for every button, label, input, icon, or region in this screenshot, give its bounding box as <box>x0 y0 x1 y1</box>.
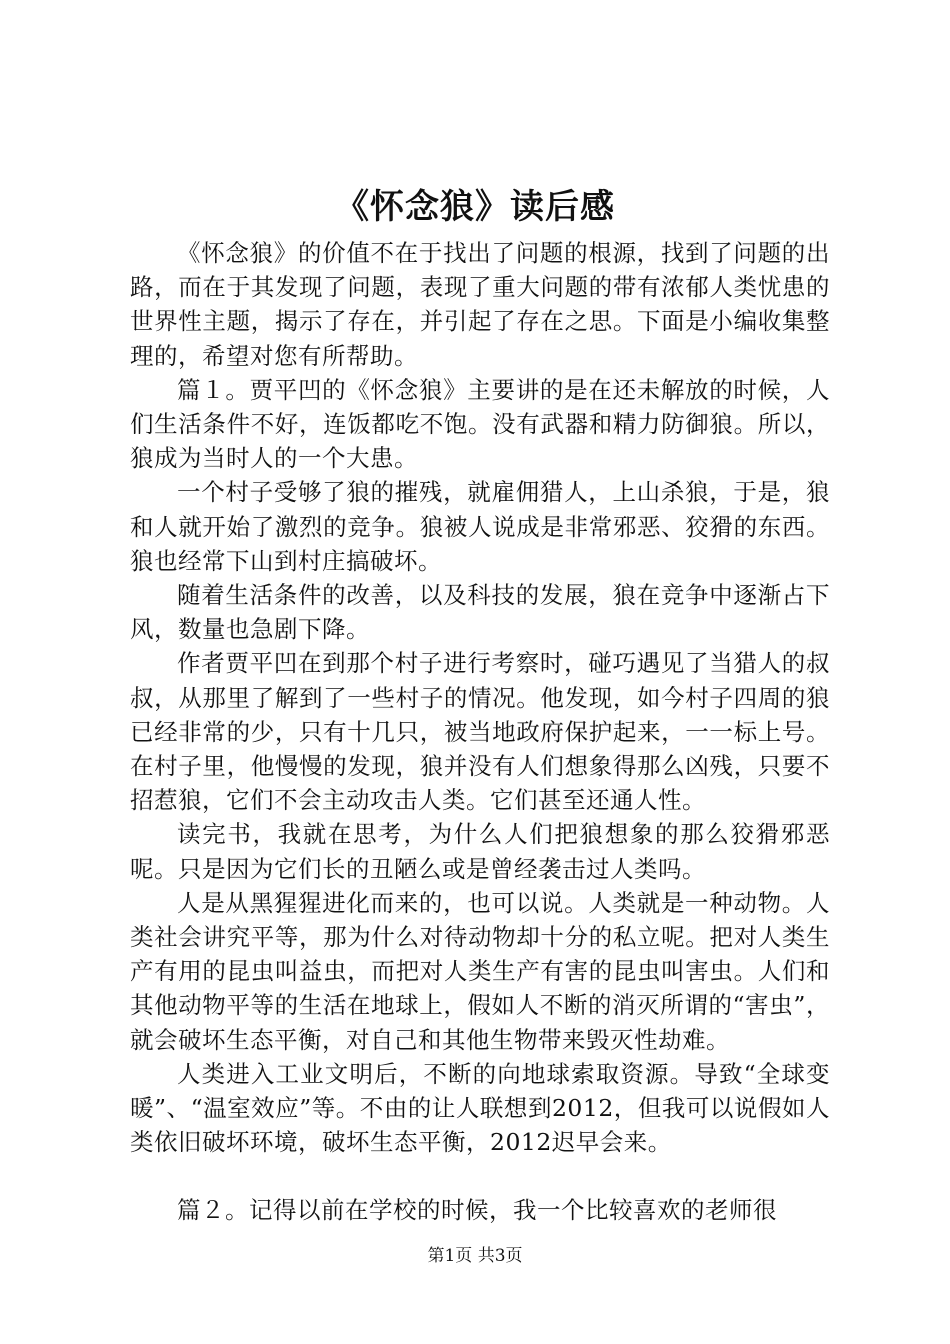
paragraph-part2-opening: 篇２。记得以前在学校的时候，我一个比较喜欢的老师很 <box>177 1196 777 1225</box>
paragraph-equality: 人是从黑猩猩进化而来的，也可以说。人类就是一种动物。人类社会讲究平等，那为什么对待动物却十分的私立呢。把对人类生产有用的昆虫叫益虫，而把对人类生产有害的昆虫叫害虫。人们和其他动物平等的生活在地球上，假如人不断的消灭所谓的“害虫”，就会破坏生态平衡，对自己和其他生物带来毁灭性劫难。 <box>130 888 830 1054</box>
document-title: 《怀念狼》读后感 <box>335 187 615 227</box>
page-number-footer: 第1页 共3页 <box>427 1246 523 1266</box>
paragraph-decline: 随着生活条件的改善，以及科技的发展，狼在竞争中逐渐占下风，数量也急剧下降。 <box>130 581 830 644</box>
document-body <box>130 236 830 1228</box>
paragraph-village-hunters: 一个村子受够了狼的摧残，就雇佣猎人，上山杀狼，于是，狼和人就开始了激烈的竞争。狼被人说成是非常邪恶、狡猾的东西。狼也经常下山到村庄搞破坏。 <box>130 478 830 575</box>
paragraph-intro: 《怀念狼》的价值不在于找出了问题的根源，找到了问题的出路，而在于其发现了问题，表现了重大问题的带有浓郁人类忧患的世界性主题，揭示了存在，并引起了存在之思。下面是小编收集整理的，希望对您有所帮助。 <box>130 239 830 370</box>
paragraph-reflection: 读完书，我就在思考，为什么人们把狼想象的那么狡猾邪恶呢。只是因为它们长的丑陋么或是曾经袭击过人类吗。 <box>130 820 830 883</box>
paragraph-author-visit: 作者贾平凹在到那个村子进行考察时，碰巧遇见了当猎人的叔叔，从那里了解到了一些村子的情况。他发现，如今村子四周的狼已经非常的少，只有十几只，被当地政府保护起来，一一标上号。在村子里，他慢慢的发现，狼并没有人们想象得那么凶残，只要不招惹狼，它们不会主动攻击人类。它们甚至还通人性。 <box>130 649 830 815</box>
paragraph-part1-opening: 篇１。贾平凹的《怀念狼》主要讲的是在还未解放的时候，人们生活条件不好，连饭都吃不饱。没有武器和精力防御狼。所以，狼成为当时人的一个大患。 <box>130 375 830 473</box>
paragraph-industry: 人类进入工业文明后，不断的向地球索取资源。导致“全球变暖”、“温室效应”等。不由的让人联想到2012，但我可以说假如人类依旧破坏环境，破坏生态平衡，2012迟早会来。 <box>130 1059 830 1157</box>
